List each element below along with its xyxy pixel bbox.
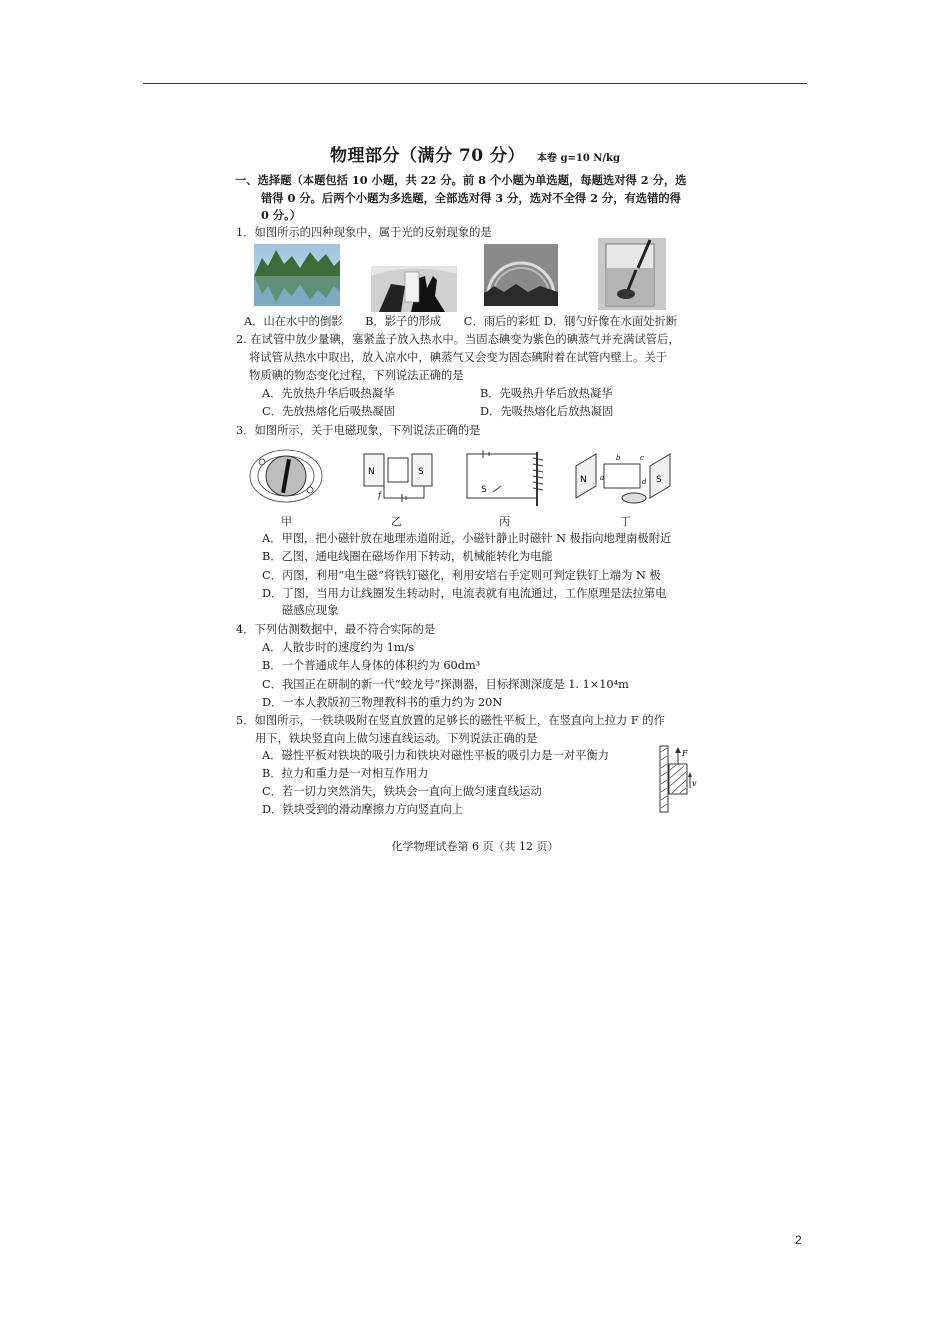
q3-option-d-line-1: D．丁图，当用力让线圈发生转动时，电流表就有电流通过，工作原理是法拉第电: [262, 587, 667, 600]
q5-option-d: D．铁块受到的滑动摩擦力方向竖直向上: [262, 803, 464, 816]
gravity-note: 本卷 g=10 N/kg: [537, 153, 620, 164]
q5-option-b: B．拉力和重力是一对相互作用力: [262, 767, 429, 780]
section-line-3: 0 分。）: [261, 208, 302, 222]
figure-label-jia: 甲: [281, 515, 292, 528]
q2-option-d: D．先吸热熔化后放热凝固: [480, 405, 614, 418]
velocity-v-label: v: [692, 779, 697, 788]
generator-s-label: S: [656, 475, 662, 485]
q1-stem: 1．如图所示的四种现象中，属于光的反射现象的是: [236, 226, 492, 239]
generator-c-label: c: [640, 454, 644, 462]
q4-option-d: D．一本人教版初三物理教科书的重力约为 20N: [262, 696, 503, 709]
title-row: [0, 141, 950, 166]
q3-stem: 3．如图所示，关于电磁现象，下列说法正确的是: [236, 424, 481, 437]
q4-option-a: A．人散步时的速度约为 1m/s: [262, 641, 415, 654]
q5-line-1: 5．如图所示，一铁块吸附在竖直放置的足够长的磁性平板上，在竖直向上拉力 F 的作: [236, 714, 665, 727]
q5-line-2: 用下，铁块竖直向上做匀速直线运动。下列说法正确的是: [255, 732, 538, 745]
section-line-1: 一、选择题（本题包括 10 小题，共 22 分。前 8 个小题为单选题，每题选对得 2 分，选: [235, 173, 687, 187]
q1-options: A．山在水中的倒影 B．影子的形成 C．雨后的彩虹 D．钢勺好像在水面处折断: [244, 315, 678, 328]
page-number: 2: [795, 1233, 802, 1247]
switch-label: S: [481, 485, 487, 495]
q4-option-b: B．一个普通成年人身体的体积约为 60dm³: [262, 659, 481, 672]
rainbow-image: [484, 244, 558, 306]
motor-s-label: S: [418, 467, 424, 477]
electromagnet-circuit-diagram: [463, 448, 555, 506]
force-f-label: F: [682, 749, 688, 758]
q2-line-2: 将试管从热水中取出，放入凉水中，碘蒸气又会变为固态碘附着在试管内壁上。关于: [249, 351, 667, 364]
q2-option-c: C．先放热熔化后吸热凝固: [262, 405, 395, 418]
q2-line-3: 物质碘的物态变化过程，下列说法正确的是: [249, 369, 464, 382]
motor-n-label: N: [368, 467, 375, 477]
generator-diagram: [574, 446, 672, 508]
generator-b-label: b: [616, 454, 621, 462]
q3-option-a: A．甲图，把小磁针放在地理赤道附近，小磁针静止时磁针 N 极指向地理南极附近: [262, 532, 672, 545]
q2-line-1: 2. 在试管中放少量碘，塞紧盖子放入热水中。当固态碘变为紫色的碘蒸气并充满试管后，: [236, 333, 680, 346]
motor-f-label: f: [378, 491, 381, 500]
generator-n-label: N: [580, 475, 587, 485]
generator-d-label: d: [642, 478, 647, 486]
section-line-2: 错得 0 分。后两个小题为多选题，全部选对得 3 分，选对不全得 2 分，有选错的得: [261, 191, 681, 205]
q3-option-c: C．丙图，利用“电生磁”将铁钉磁化，利用安培右手定则可判定铁钉上端为 N 极: [262, 569, 661, 582]
mountain-reflection-image: [254, 244, 340, 306]
figure-label-yi: 乙: [391, 515, 402, 528]
figure-label-ding: 丁: [620, 515, 631, 528]
q4-option-c: C．我国正在研制的新一代“蛟龙号”探测器，目标探测深度是 1. 1×10⁴m: [262, 678, 629, 691]
figure-label-bing: 丙: [499, 515, 510, 528]
header-rule: [143, 83, 807, 84]
q3-option-b: B．乙图，通电线圈在磁场作用下转动，机械能转化为电能: [262, 550, 553, 563]
q2-option-b: B．先吸热升华后放热凝华: [480, 387, 613, 400]
q3-option-d-line-2: 磁感应现象: [282, 604, 339, 617]
page-footer: 化学物理试卷第 6 页（共 12 页）: [391, 840, 559, 853]
magnetic-plate-diagram: [658, 744, 698, 814]
page-title: 物理部分（满分 70 分）: [330, 146, 526, 166]
shadow-image: [371, 266, 457, 312]
earth-magnetic-field-diagram: [248, 445, 324, 507]
spoon-in-glass-image: [598, 238, 666, 310]
q5-option-c: C．若一切力突然消失，铁块会一直向上做匀速直线运动: [262, 785, 542, 798]
motor-diagram: [362, 446, 434, 508]
q5-option-a: A．磁性平板对铁块的吸引力和铁块对磁性平板的吸引力是一对平衡力: [262, 749, 610, 762]
q2-option-a: A．先放热升华后吸热凝华: [262, 387, 395, 400]
generator-a-label: a: [600, 474, 605, 482]
q4-stem: 4．下列估测数据中，最不符合实际的是: [236, 623, 436, 636]
